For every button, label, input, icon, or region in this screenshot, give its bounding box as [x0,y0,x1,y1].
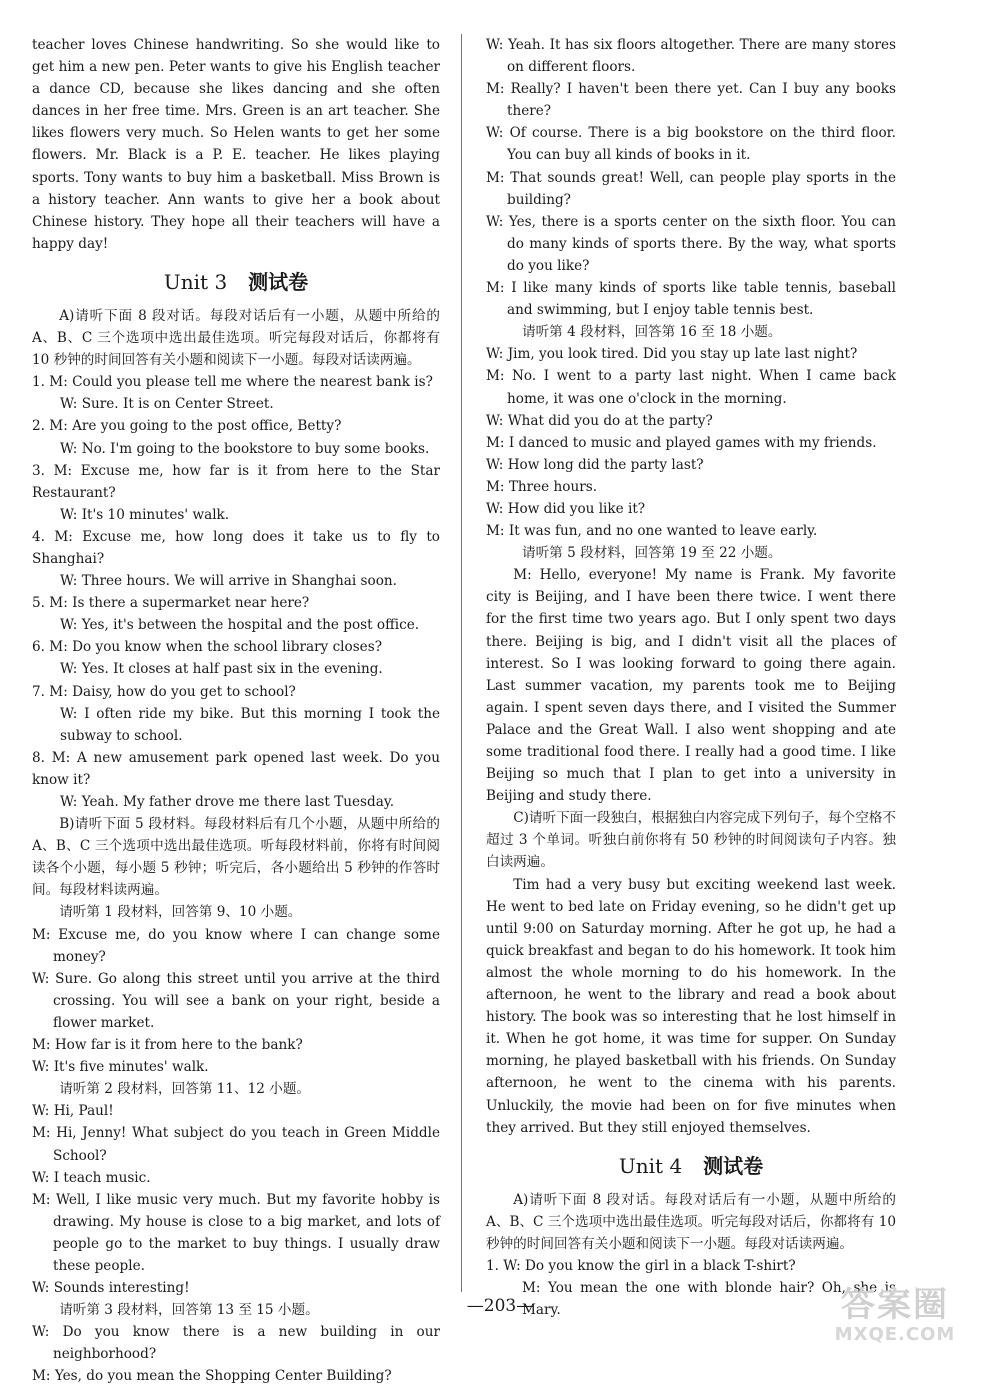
indented-paragraph: Tim had a very busy but exciting weekend last week. He went to bed late on Friday evening, so he didn't get up until 9:00 on Saturday morning. After he got up, he had a quick breakfast and began to do his homework. It took him almost the whole morning to do his homework. In the afternoon, he went to the library and read a book about history. The book was so interesting that he lost himself in it. When he got home, it was time for supper. On Sunday morning, he played basketball with his friends. On Sunday afternoon, he went to the cinema with his parents. Unluckily, the movie had been on for five minutes when they arrived. But they still enjoyed themselves. [486,876,896,1136]
dialogue-line: W: How long did the party last? [486,456,704,473]
dialogue-line: M: It was fun, and no one wanted to leave early. [486,523,818,540]
dialogue-line: M: Excuse me, do you know where I can change some money? [32,926,440,965]
dialogue-reply-line: W: Three hours. We will arrive in Shanghai soon. [60,573,397,590]
text-paragraph: 5. M: Is there a supermarket near here? [32,595,310,612]
page-number: —203— [466,1296,534,1316]
dialogue-line: W: Sure. Go along this street until you arrive at the third crossing. You will see a bank on your right, beside a flower market. [32,970,440,1031]
indented-paragraph: M: Hello, everyone! My name is Frank. My favorite city is Beijing, and I have been there twice. I went there for the first time two years ago. But I only spent two days there. Beijing is big, and I didn't visit all the places of interest. So I was looking forward to going there again. Last summer vacation, my parents took me to Beijing again. I spent seven days there, and I visited the Summer Palace and the Great Wall. I also went shopping and ate some traditional food there. I really had a good time. I like Beijing so much that I plan to get into a university in Beijing and study there. [486,567,896,805]
indented-line: M: You mean the one with blonde hair? Oh, she is Mary. [522,1280,896,1319]
watermark-logo-text: 答案圈 [841,1285,949,1325]
section-heading-unit: Unit 4 [618,1153,683,1178]
dialogue-line: M: I like many kinds of sports like table tennis, baseball and swimming, but I enjoy table tennis best. [486,280,896,319]
dialogue-line: M: Hi, Jenny! What subject do you teach in Green Middle School? [32,1125,440,1164]
text-paragraph: 4. M: Excuse me, how long does it take us to fly to Shanghai? [32,528,440,567]
dialogue-line: W: Sounds interesting! [32,1280,190,1297]
watermark-logo [800,1285,990,1347]
dialogue-line: W: What did you do at the party? [486,412,713,429]
dialogue-reply-line: W: Sure. It is on Center Street. [60,396,274,413]
text-paragraph: 1. W: Do you know the girl in a black T-shirt? [486,1257,796,1274]
indented-paragraph: 请听第 1 段材料，回答第 9、10 小题。 [59,904,302,921]
indented-line: 请听第 5 段材料，回答第 19 至 22 小题。 [522,545,782,562]
dialogue-reply-line: W: No. I'm going to the bookstore to buy some books. [60,440,430,457]
dialogue-reply-line: W: Yes, it's between the hospital and the post office. [60,617,420,634]
dialogue-line: M: Well, I like music very much. But my favorite hobby is drawing. My house is close to a big market, and lots of people go to the market to buy things. I usually draw these people. [32,1191,440,1274]
dialogue-line: W: I teach music. [32,1169,151,1186]
text-paragraph: 8. M: A new amusement park opened last week. Do you know it? [32,749,440,788]
dialogue-line: W: It's five minutes' walk. [32,1059,209,1076]
section-heading-title: 测试卷 [248,269,309,294]
dialogue-line: M: Really? I haven't been there yet. Can I buy any books there? [486,81,896,120]
dialogue-reply-line: W: It's 10 minutes' walk. [60,506,230,523]
text-paragraph: 3. M: Excuse me, how far is it from here to the Star Restaurant? [32,462,440,501]
dialogue-reply-line: W: Yes. It closes at half past six in the evening. [60,661,383,678]
section-heading [486,1151,896,1181]
dialogue-line: W: Yeah. It has six floors altogether. There are many stores on different floors. [486,37,896,76]
dialogue-line: W: Of course. There is a big bookstore on the third floor. You can buy all kinds of books in it. [486,125,896,164]
indented-line: 请听第 4 段材料，回答第 16 至 18 小题。 [522,324,782,341]
text-paragraph: 1. M: Could you please tell me where the nearest bank is? [32,374,433,391]
dialogue-reply-line: W: Yeah. My father drove me there last Tuesday. [60,794,395,810]
indented-paragraph: C)请听下面一段独白，根据独白内容完成下列句子，每个空格不超过 3 个单词。听独白前你将有 50 秒钟的时间阅读句子内容。独白读两遍。 [486,810,896,871]
dialogue-line: W: Yes, there is a sports center on the sixth floor. You can do many kinds of sports there. By the way, what sports do you like? [486,213,896,274]
text-paragraph: 2. M: Are you going to the post office, Betty? [32,418,342,435]
watermark-site-text: MXQE.COM [834,1324,956,1345]
dialogue-line: W: How did you like it? [486,500,646,517]
dialogue-line: M: No. I went to a party last night. When I came back home, it was one o'clock in the morning. [486,368,896,407]
dialogue-line: M: How far is it from here to the bank? [32,1037,303,1054]
dialogue-line: M: I danced to music and played games with my friends. [486,434,877,451]
section-heading-title: 测试卷 [703,1153,764,1178]
dialogue-line: W: Hi, Paul! [32,1103,114,1120]
dialogue-line: M: That sounds great! Well, can people play sports in the building? [486,169,896,208]
text-paragraph: teacher loves Chinese handwriting. So she would like to get him a new pen. Peter wants to give his English teacher a dance CD, because she likes dancing and she often dances in her free time. Mrs. Green is an art teacher. She likes flowers very much. So Helen wants to get her some flowers. Mr. Black is a P. E. teacher. He likes playing sports. Tony wants to buy him a basketball. Miss Brown is a history teacher. Ann wants to give her a book about Chinese history. They hope all their teachers will have a happy day! [32,37,440,252]
dialogue-reply-line: W: I often ride my bike. But this morning I took the subway to school. [60,705,440,744]
right-column [486,34,896,1321]
indented-paragraph: A)请听下面 8 段对话。每段对话后有一小题，从题中所给的 A、B、C 三个选项中选出最佳选项。听完每段对话后，你都将有 10 秒钟的时间回答有关小题和阅读下一小题。每段对话读两遍。 [486,1191,896,1252]
text-paragraph: 6. M: Do you know when the school library closes? [32,639,382,656]
left-column [32,34,440,1388]
indented-paragraph: 请听第 2 段材料，回答第 11、12 小题。 [59,1081,311,1098]
indented-paragraph: A)请听下面 8 段对话。每段对话后有一小题，从题中所给的 A、B、C 三个选项中选出最佳选项。听完每段对话后，你都将有 10 秒钟的时间回答有关小题和阅读下一小题。每段对话读两遍。 [32,307,440,369]
column-divider [461,34,462,1292]
dialogue-line: W: Jim, you look tired. Did you stay up late last night? [486,346,858,363]
text-paragraph: 7. M: Daisy, how do you get to school? [32,683,296,700]
dialogue-line: W: Do you know there is a new building in our neighborhood? [32,1324,440,1363]
indented-paragraph: B)请听下面 5 段材料。每段材料后有几个小题，从题中所给的 A、B、C 三个选项中选出最佳选项。听每段材料前，你将有时间阅读各个小题，每小题 5 秒钟；听完后，各小题给出 5 秒钟的作答时间。每段材料读两遍。 [32,816,440,899]
section-heading [32,267,440,297]
dialogue-line: M: Three hours. [486,478,598,495]
indented-paragraph: 请听第 3 段材料，回答第 13 至 15 小题。 [59,1302,319,1319]
dialogue-line: M: Yes, do you mean the Shopping Center Building? [32,1368,392,1385]
section-heading-unit: Unit 3 [163,269,228,294]
